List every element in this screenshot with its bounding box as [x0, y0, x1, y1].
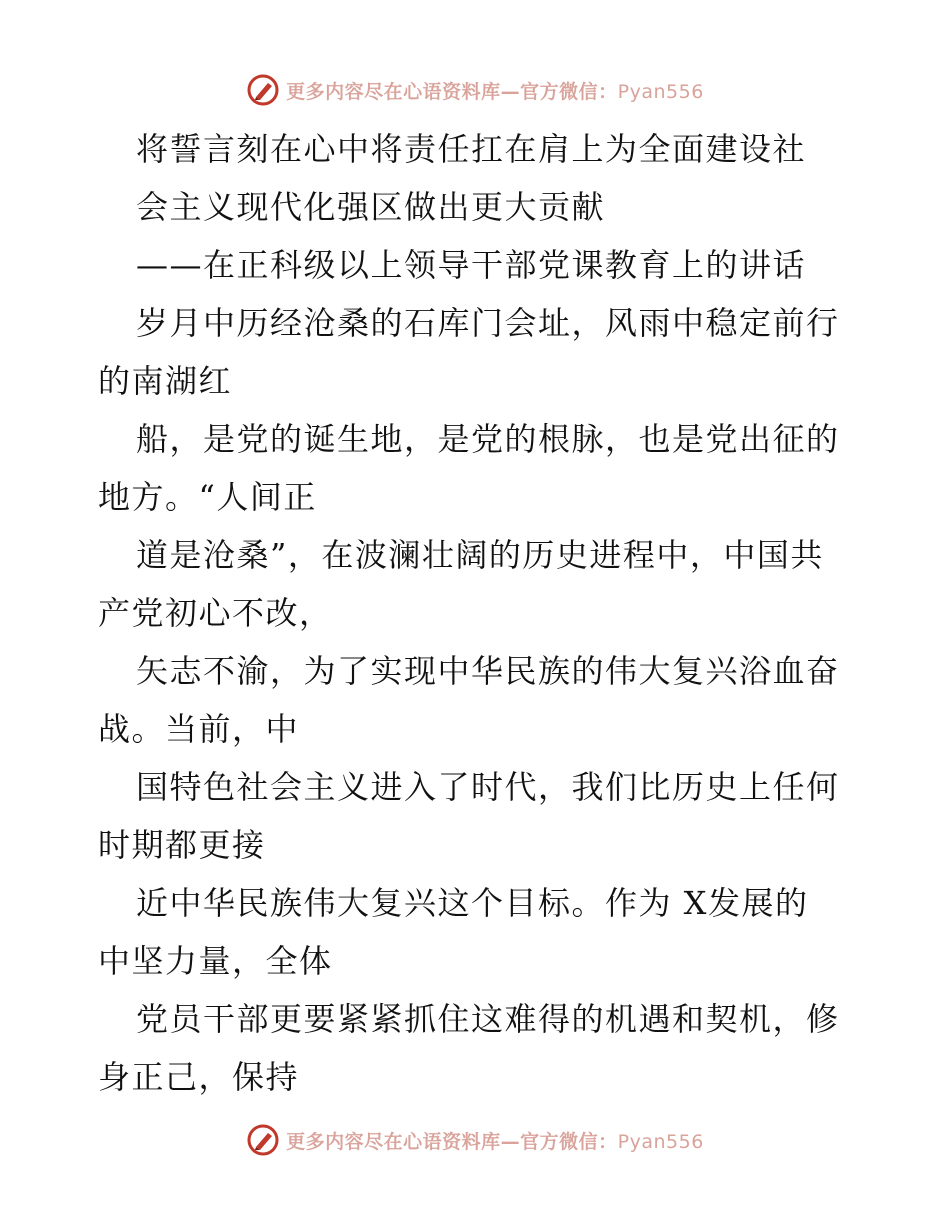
banner-handle: Pyan556: [617, 1130, 704, 1153]
paragraph-line: 中坚力量，全体: [98, 942, 333, 980]
paragraph-line: 道是沧桑”，在波澜壮阔的历史进程中，中国共: [136, 536, 824, 574]
banner-text: 更多内容尽在心语资料库—官方微信：Pyan556: [286, 1130, 704, 1153]
document-subtitle: ——在正科级以上领导干部党课教育上的讲话: [136, 246, 807, 284]
paragraph-line: 矢志不渝，为了实现中华民族的伟大复兴浴血奋: [136, 652, 840, 690]
document-title-line-1: 将誓言刻在心中将责任扛在肩上为全面建设社: [136, 130, 807, 168]
paragraph-line: 的南湖红: [98, 362, 233, 400]
paragraph-line: 岁月中历经沧桑的石库门会址，风雨中稳定前行: [136, 304, 840, 342]
paragraph-lines: [98, 294, 858, 1106]
paragraph-line: 船，是党的诞生地，是党的根脉，也是党出征的: [136, 420, 840, 458]
paragraph-line: 身正己，保持: [98, 1058, 300, 1096]
footer-banner: [0, 1120, 950, 1160]
paragraph-line: 地方。“人间正: [98, 478, 317, 516]
paragraph-line: 产党初心不改，: [98, 594, 333, 632]
paragraph-line: 战。当前，中: [98, 710, 300, 748]
paragraph-line: 时期都更接: [98, 826, 266, 864]
pen-logo-icon: [246, 1123, 280, 1157]
document-body: [98, 120, 858, 1106]
paragraph-line: 国特色社会主义进入了时代，我们比历史上任何: [136, 768, 840, 806]
banner-text: 更多内容尽在心语资料库—官方微信：Pyan556: [286, 80, 704, 103]
header-banner: [0, 70, 950, 110]
banner-handle: Pyan556: [617, 80, 704, 103]
document-title-line-2: 会主义现代化强区做出更大贡献: [136, 188, 606, 226]
paragraph-line: 党员干部更要紧紧抓住这难得的机遇和契机，修: [136, 1000, 840, 1038]
paragraph-line: 近中华民族伟大复兴这个目标。作为 X发展的: [136, 884, 809, 922]
pen-logo-icon: [246, 73, 280, 107]
